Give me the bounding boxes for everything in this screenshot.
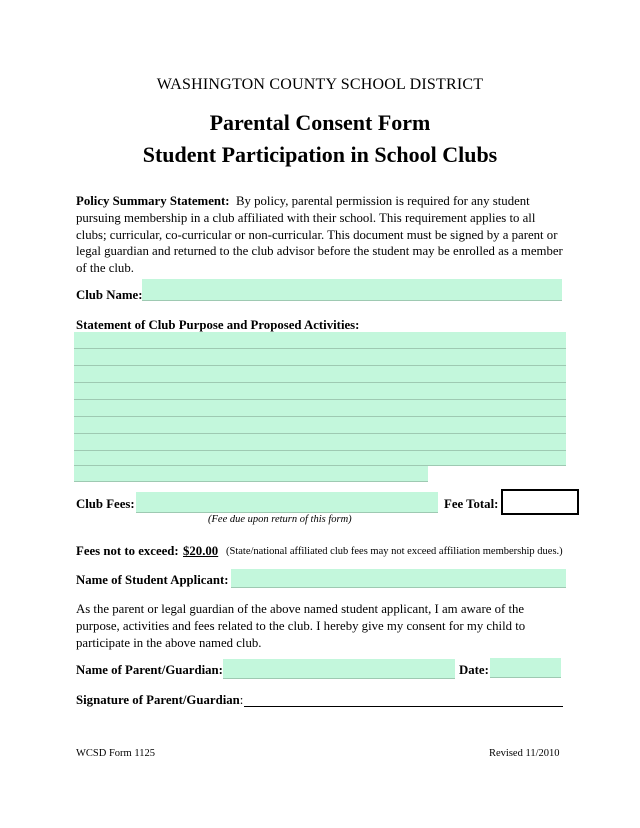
statement-line[interactable] xyxy=(74,466,428,482)
fee-limit-note: (State/national affiliated club fees may not exceed affiliation membership dues.) xyxy=(226,546,563,557)
form-subtitle: Student Participation in School Clubs xyxy=(142,142,498,167)
fee-limit-label: Fees not to exceed: xyxy=(76,544,179,558)
club-fees-label: Club Fees: xyxy=(76,497,135,511)
signature-label xyxy=(76,693,243,708)
parent-name-field[interactable] xyxy=(223,659,455,679)
fee-total-field[interactable] xyxy=(501,489,579,515)
statement-line[interactable] xyxy=(74,383,566,400)
statement-label: Statement of Club Purpose and Proposed Activities: xyxy=(76,318,360,332)
signature-colon: : xyxy=(239,693,244,707)
club-name-label: Club Name: xyxy=(76,288,143,302)
statement-line[interactable] xyxy=(74,417,566,434)
policy-summary xyxy=(76,193,566,277)
statement-line[interactable] xyxy=(74,332,566,349)
statement-line[interactable] xyxy=(74,349,566,366)
student-name-field[interactable] xyxy=(231,569,566,588)
parent-name-label: Name of Parent/Guardian: xyxy=(76,663,223,677)
statement-line[interactable] xyxy=(74,451,566,466)
club-fees-field[interactable] xyxy=(136,492,438,513)
fee-total-label: Fee Total: xyxy=(444,497,499,511)
district-name: WASHINGTON COUNTY SCHOOL DISTRICT xyxy=(156,76,484,93)
fee-due-note: (Fee due upon return of this form) xyxy=(208,514,352,525)
form-title: Parental Consent Form xyxy=(209,110,431,135)
statement-line[interactable] xyxy=(74,400,566,417)
statement-line[interactable] xyxy=(74,366,566,383)
date-label: Date: xyxy=(459,663,489,677)
signature-label-text: Signature of Parent/Guardian xyxy=(76,693,240,707)
consent-statement: As the parent or legal guardian of the above named student applicant, I am aware of the purpose, activities and fees related to the club. I hereby give my consent for my child to participate in the above named club. xyxy=(76,602,526,650)
revision-date: Revised 11/2010 xyxy=(489,748,560,759)
form-id: WCSD Form 1125 xyxy=(76,748,155,759)
club-name-field[interactable] xyxy=(142,279,562,301)
fee-limit-amount: $20.00 xyxy=(183,544,219,558)
policy-text: By policy, parental permission is required for any student pursuing membership in a club affiliated with their school. This requirement applies to all clubs; curricular, co-curricular or non-curricular. This document must be signed by a parent or legal guardian and returned to the club advisor before the student may be enrolled as a member of the club. xyxy=(76,194,563,276)
statement-line[interactable] xyxy=(74,434,566,451)
date-field[interactable] xyxy=(490,658,561,678)
student-name-label: Name of Student Applicant: xyxy=(76,573,229,587)
policy-heading: Policy Summary Statement: xyxy=(76,194,230,208)
signature-line[interactable] xyxy=(244,692,563,707)
